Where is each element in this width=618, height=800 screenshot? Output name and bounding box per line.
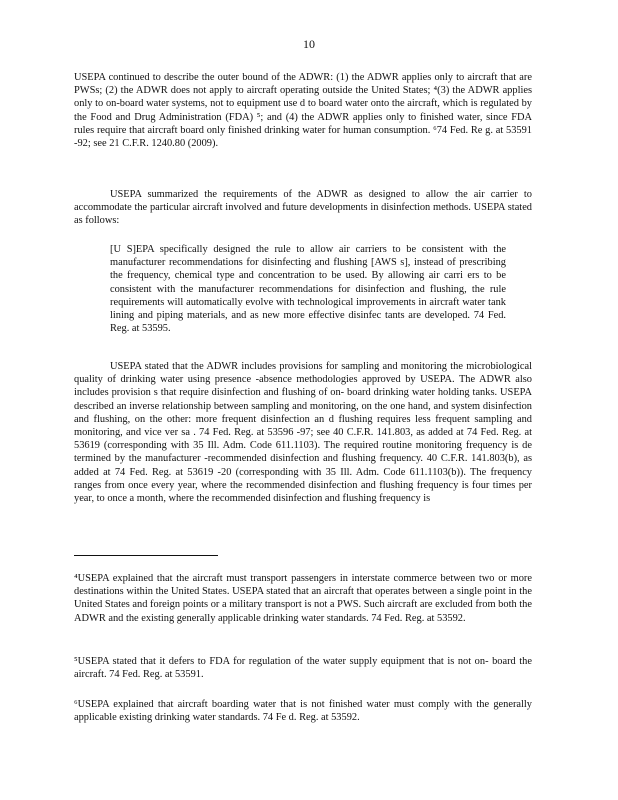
paragraph-adwr-outer-bound: USEPA continued to describe the outer bound of the ADWR: (1) the ADWR applies only to aircraft that are PWSs; (2) the ADWR does not apply to aircraft operating outside the United States; ⁴(3) the ADWR applies only to on-board water systems, not to equipment use d to board water onto the aircraft, which is regulated by the Food and Drug Administration (FDA) ⁵; and (4) the ADWR applies only to finished water, since FDA rules require that aircraft board only finished drinking water for human consumption. ⁶74 Fed. Re g. at 53591 -92; see 21 C.F.R. 1240.80 (2009).	[74, 72, 532, 150]
page-number: 10	[303, 37, 315, 51]
paragraph-sampling-monitoring: USEPA stated that the ADWR includes provisions for sampling and monitoring the microbiological quality of drinking water using presence -absence methodologies approved by USEPA. The ADWR also includes provision s that require disinfection and flushing of on- board drinking water holding tanks. USEPA described an inverse relationship between sampling and monitoring, on the one hand, and system disinfection and flushing, on the other: more frequent disinfection an d flushing requires less frequent sampling and monitoring, and vice ver sa . 74 Fed. Reg. at 53596 -97; see 40 C.F.R. 141.803, as added at 74 Fed. Reg. at 53619 (corresponding with 35 Ill. Adm. Code 611.1103). The required routine monitoring frequency is de termined by the manufacturer -recommended disinfection and flushing frequency. 40 C.F.R. 141.803(b), as added at 74 Fed. Reg. at 53619 -20 (corresponding with 35 Ill. Adm. Code 611.1103(b)). The frequency ranges from once every year, where the recommended disinfection and flushing frequency is four times per year, to once a month, where the recommended disinfection and flushing frequency is	[74, 361, 532, 505]
footnote-separator	[74, 555, 218, 556]
footnote-6: ⁶USEPA explained that aircraft boarding water that is not finished water must comply with the generally applicable existing drinking water standards. 74 Fe d. Reg. at 53592.	[74, 699, 532, 724]
block-quote: [U S]EPA specifically designed the rule to allow air carriers to be consistent with the manufacturer recommendations for disinfecting and flushing [AWS s], instead of prescribing the frequency, chemical type and concentration to be used. By allowing air carri ers to be consistent with the manufacturer recommendations for disinfection and flushing, the rule requirements will automatically evolve with technological improvements in aircraft water tank lining and piping materials, and as new more effective disinfec tants are developed. 74 Fed. Reg. at 53595.	[110, 244, 506, 335]
footnote-4: ⁴USEPA explained that the aircraft must transport passengers in interstate commerce between two or more destinations within the United States. USEPA stated that an aircraft that operates between a single point in the United States and foreign points or a military transport is not a PWS. Such aircraft are excluded from both the ADWR and the existing generally applicable drinking water standards. 74 Fed. Reg. at 53592.	[74, 573, 532, 624]
footnote-5: ⁵USEPA stated that it defers to FDA for regulation of the water supply equipment that is not on- board the aircraft. 74 Fed. Reg. at 53591.	[74, 656, 532, 681]
paragraph-adwr-summary: USEPA summarized the requirements of the ADWR as designed to allow the air carrier to accommodate the particular aircraft involved and future developments in disinfection methods. USEPA stated as follows:	[74, 189, 532, 227]
